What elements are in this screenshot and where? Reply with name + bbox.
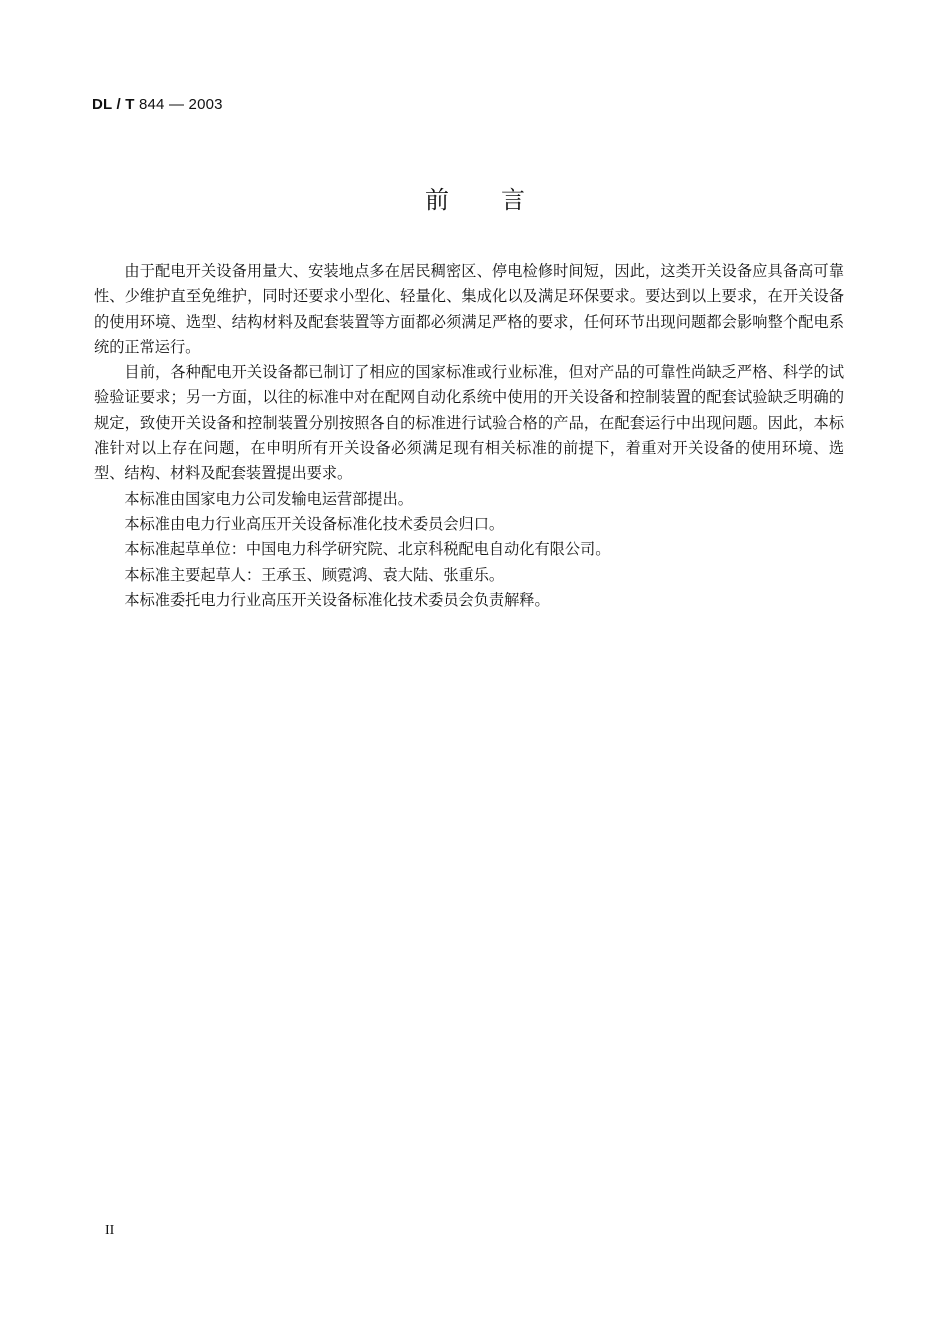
preface-body (94, 259, 844, 613)
paragraph: 本标准由国家电力公司发输电运营部提出。 (124, 489, 413, 508)
page-number: II (105, 1223, 115, 1238)
paragraph: 本标准委托电力行业高压开关设备标准化技术委员会负责解释。 (124, 590, 550, 609)
paragraph: 本标准起草单位：中国电力科学研究院、北京科税配电自动化有限公司。 (124, 540, 611, 559)
standard-code (92, 96, 223, 113)
paragraph: 目前，各种配电开关设备都已制订了相应的国家标准或行业标准，但对产品的可靠性尚缺乏严格、科学的试验验证要求；另一方面，以往的标准中对在配网自动化系统中使用的开关设备和控制装置的配套试验缺乏明确的规定，致使开关设备和控制装置分别按照各自的标准进行试验合格的产品，在配套运行中出现问题。因此，本标准针对以上存在问题，在申明所有开关设备必须满足现有相关标准的前提下，着重对开关设备的使用环境、选型、结构、材料及配套装置提出要求。 (94, 363, 844, 483)
paragraph: 本标准由电力行业高压开关设备标准化技术委员会归口。 (124, 514, 505, 533)
page-title: 前言 (425, 186, 577, 214)
standard-code-prefix: DL / T (92, 96, 135, 113)
paragraph: 本标准主要起草人：王承玉、顾霓鸿、袁大陆、张重乐。 (124, 565, 505, 584)
paragraph: 由于配电开关设备用量大、安装地点多在居民稠密区、停电检修时间短，因此，这类开关设备应具备高可靠性、少维护直至免维护，同时还要求小型化、轻量化、集成化以及满足环保要求。要达到以上要求，在开关设备的使用环境、选型、结构材料及配套装置等方面都必须满足严格的要求，任何环节出现问题都会影响整个配电系统的正常运行。 (94, 262, 844, 356)
standard-code-number: 844 — 2003 (134, 96, 223, 113)
